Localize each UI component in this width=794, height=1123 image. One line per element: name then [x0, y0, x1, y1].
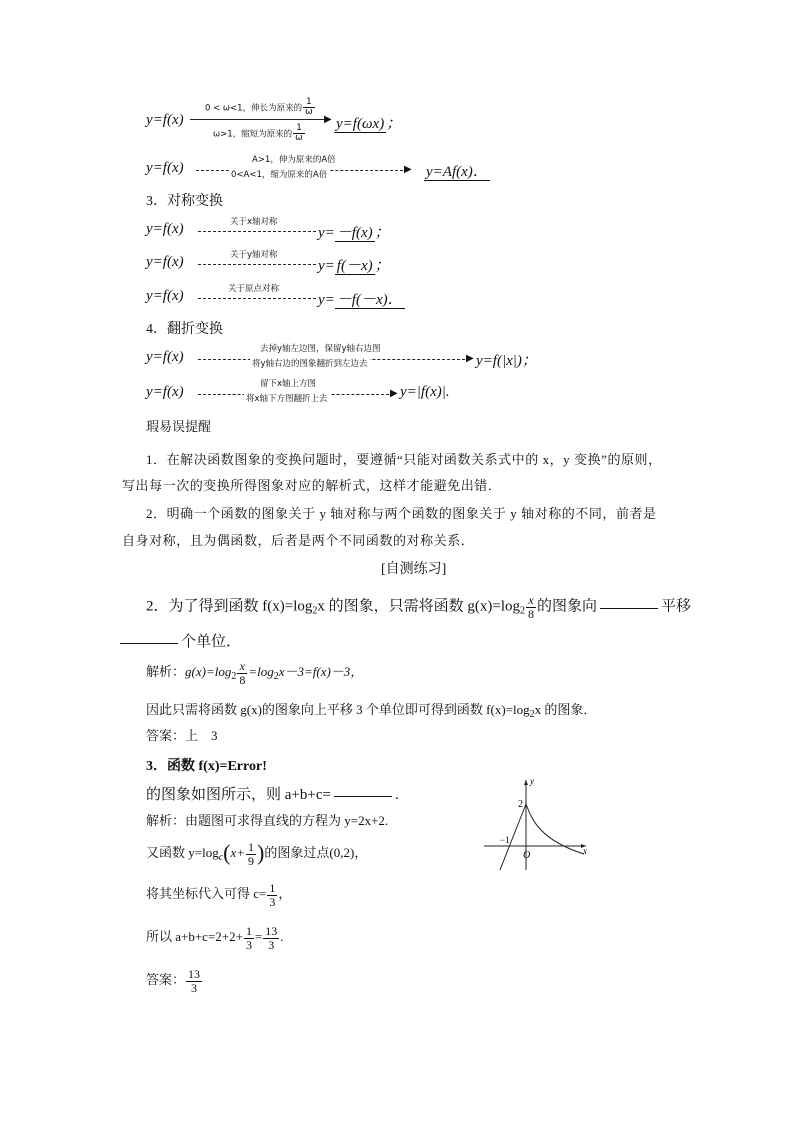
stretch-result: y=f(ωx) ；	[336, 116, 402, 132]
x-tick-label: −1	[500, 835, 510, 845]
x-axis-label: x	[583, 846, 587, 856]
self-test-heading: [自测练习]	[381, 562, 447, 577]
arrow-head-icon: ▶	[324, 114, 332, 125]
arrow-head-icon: ▶	[404, 164, 412, 175]
stretch-lhs: y=f(x)	[146, 112, 184, 128]
arrow-head-icon: ▶	[466, 353, 474, 364]
stretch-cond-bottom: ω>1，缩短为原来的 $\frac{1}{\omega}$	[213, 123, 303, 144]
flip-row-2-bottom: 将x轴下方图翻折上去	[246, 394, 328, 404]
sym-row-2-arrow	[198, 264, 316, 265]
q2-blank-1[interactable]	[600, 607, 658, 609]
amp-lhs: y=f(x)	[146, 160, 184, 176]
q2-answer: 答案：上 3	[146, 728, 218, 743]
flip-row-2-rhs: y=|f(x)|.	[400, 384, 450, 400]
q3-solution-line4: 所以 a+b+c=2+2+ $\frac{1}{3}$ = $\frac{13}{3}$ .	[146, 924, 284, 952]
q3-solution-line2: 又函数 $y=\log_c(x+$ $\frac{1}{9}$ )的图象过点(0,2)，	[146, 839, 368, 868]
reminder-p1-line2: 写出每一次的变换所得图象对应的解析式，这样才能避免出错．	[122, 478, 502, 493]
stretch-cond-top: 0 < ω<1，伸长为原来的 $\frac{1}{\omega}$	[205, 97, 313, 118]
reminder-p1-line1: 1．在解决函数图象的变换问题时，要遵循“只能对函数关系式中的 x，y 变换”的原则，	[146, 452, 662, 467]
sym-row-3-lhs: y=f(x)	[146, 288, 184, 304]
sym-row-1-label: 关于x轴对称	[230, 217, 278, 227]
function-graph	[480, 774, 592, 874]
flip-row-1-top: 去掉y轴左边图，保留y轴右边图	[260, 344, 381, 354]
q3-blank[interactable]	[334, 795, 392, 797]
sym-row-3-arrow	[198, 298, 316, 299]
arrow-head-icon: ▶	[390, 388, 398, 399]
sym-row-1-rhs: y= －f(x) ；	[318, 225, 390, 241]
amp-cond-top: A>1，伸为原来的A倍	[252, 155, 336, 165]
amp-cond-bottom: 0<A<1，缩为原来的A倍	[231, 170, 328, 180]
sym-row-2-lhs: y=f(x)	[146, 254, 184, 270]
q3-solution-line1: 解析：由题图可求得直线的方程为 y=2x+2.	[146, 813, 389, 828]
flip-row-1-bottom: 将y轴右边的图象翻折到左边去	[252, 359, 368, 369]
q2-stem-line1: 2．为了得到函数 $f(x)=\log_2x$ 的图象，只需将函数 $g(x)=\log_2$ $\frac{x}{8}$ 的图象向 平移	[146, 593, 692, 621]
origin-label: O	[523, 850, 531, 861]
sym-row-3-label: 关于原点对称	[228, 284, 280, 294]
y-axis-arrow-icon	[524, 780, 528, 785]
q2-blank-2[interactable]	[120, 642, 178, 644]
flip-row-1-lhs: y=f(x)	[146, 349, 184, 365]
flip-row-2-lhs: y=f(x)	[146, 384, 184, 400]
q3-stem-line1: 3．函数 f(x)=Error!	[146, 759, 267, 774]
amp-result: y=Af(x)．	[426, 164, 488, 180]
stretch-arrow	[190, 119, 328, 120]
q3-stem-line2: 的图象如图所示，则 a+b+c= .	[146, 787, 399, 803]
sym-row-2-rhs: y= f(－x) ；	[318, 258, 390, 274]
q3-solution-line3: 将其坐标代入可得 c= $\frac{1}{3}$ ，	[146, 881, 292, 909]
flip-row-1-rhs: y=f(|x|)；	[476, 353, 537, 369]
section-heading-symmetry: 3．对称变换	[146, 194, 223, 209]
q3-answer: 答案： $\frac{13}{3}$	[146, 967, 201, 995]
q2-stem-line2: 个单位．	[120, 630, 241, 651]
y-axis-label: y	[530, 776, 534, 786]
section-heading-flip: 4．翻折变换	[146, 322, 223, 337]
flip-row-2-top: 留下x轴上方图	[260, 379, 317, 389]
sym-row-3-rhs: y= －f(－x)．	[318, 292, 403, 308]
reminder-title: 瑕易误提醒	[146, 419, 212, 434]
q2-solution: 解析：$g(x)=\log_2$ $\frac{x}{8}$ $=\log_2x-3=f(x)-3$，	[146, 659, 364, 687]
sym-row-1-lhs: y=f(x)	[146, 221, 184, 237]
sym-row-1-arrow	[198, 231, 316, 232]
reminder-p2-line1: 2．明确一个函数的图象关于 y 轴对称与两个函数的图象关于 y 轴对称的不同，前者是	[146, 506, 657, 521]
reminder-p2-line2: 自身对称，且为偶函数，后者是两个不同函数的对称关系．	[122, 533, 475, 548]
q2-solution-line2: 因此只需将函数 g(x)的图象向上平移 3 个单位即可得到函数 $f(x)=\log_2x$ 的图象．	[146, 702, 597, 720]
y-tick-label: 2	[518, 799, 523, 810]
sym-row-2-label: 关于y轴对称	[230, 250, 278, 260]
